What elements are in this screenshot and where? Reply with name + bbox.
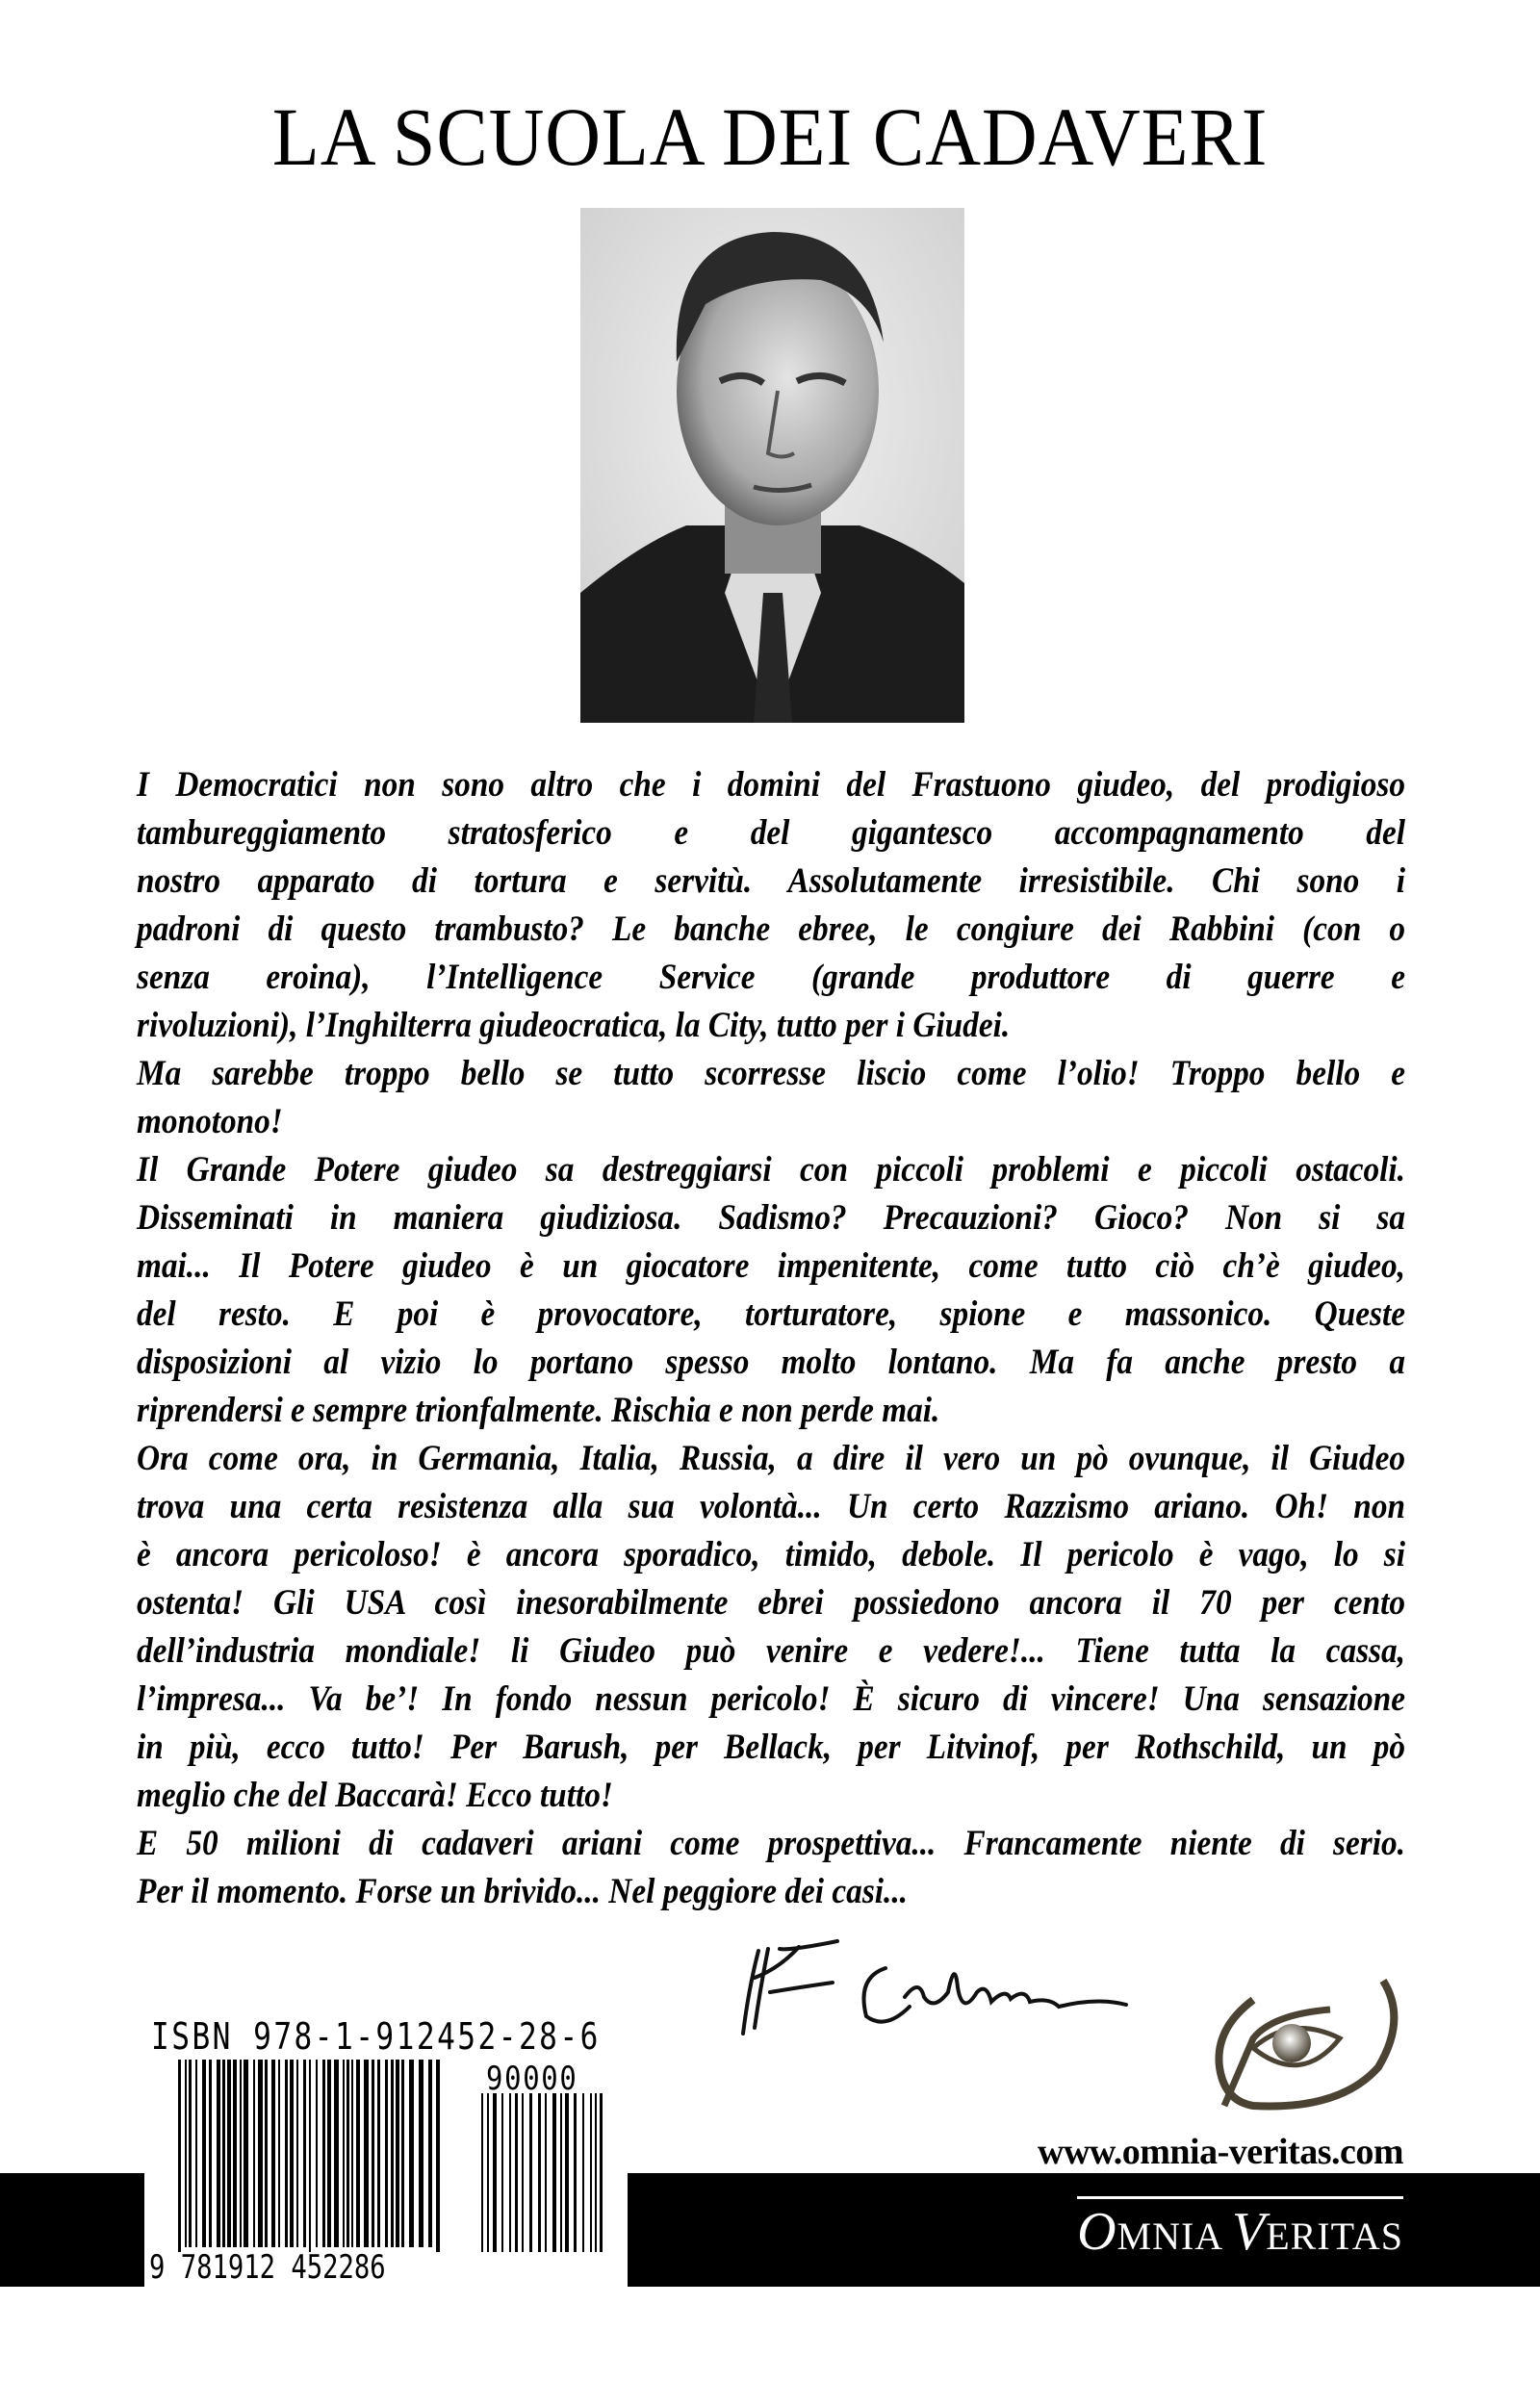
book-title: LA SCUOLA DEI CADAVERI [271, 90, 1269, 183]
barcode-addon-bar [529, 2093, 532, 2252]
barcode-bar [222, 2060, 225, 2247]
text-line: ostenta! Gli USA così inesorabilmente ebrei possiedono ancora il 70 per cento [137, 1583, 1405, 1623]
barcode-bar [285, 2060, 288, 2247]
text-line: tambureggiamento stratosferico e del gigantesco accompagnamento del [137, 813, 1405, 853]
barcode-addon-bar [515, 2093, 518, 2252]
text-line: dell’industria mondiale! li Giudeo può venire e vedere!... Tiene tutta la cassa, [137, 1631, 1405, 1671]
text-line: monotono! [137, 1102, 283, 1141]
text-line: Ora come ora, in Germania, Italia, Russia, a dire il vero un pò ovunque, il Giudeo [137, 1439, 1406, 1478]
ean-digits: 9 781912 452286 [149, 2248, 386, 2287]
barcode-bar [356, 2060, 360, 2247]
text-line: riprendersi e sempre trionfalmente. Rischia e non perde mai. [137, 1391, 940, 1430]
barcode-bar [189, 2060, 192, 2247]
barcode-addon-bar [487, 2093, 489, 2252]
author-signature [741, 1939, 1136, 2035]
barcode-bar [401, 2060, 404, 2247]
barcode-bar [377, 2060, 380, 2247]
barcode-addon-bar [538, 2093, 541, 2252]
barcode-bar [217, 2060, 220, 2247]
text-line: l’impresa... Va be’! In fondo nessun pericolo! È sicuro di vincere! Una sensazione [137, 1679, 1405, 1719]
text-line: meglio che del Baccarà! Ecco tutto! [137, 1776, 613, 1815]
barcode-bar [409, 2060, 414, 2247]
barcode-bar [385, 2060, 388, 2247]
isbn-label: ISBN 978-1-912452-28-6 [151, 2015, 601, 2058]
barcode-addon-bar [522, 2093, 524, 2252]
barcode-bar [271, 2060, 275, 2247]
text-line: in più, ecco tutto! Per Barush, per Bellack, per Litvinof, per Rothschild, un pò [137, 1728, 1406, 1767]
barcode-bar [185, 2060, 187, 2247]
barcode-addon-bar [565, 2093, 569, 2252]
barcode-addon-bar [493, 2093, 497, 2252]
barcode-bar [253, 2060, 255, 2247]
barcode-bar [428, 2060, 432, 2247]
text-line: trova una certa resistenza alla sua volontà... Un certo Razzismo ariano. Oh! non [137, 1487, 1405, 1526]
publisher-wordmark: OMNIA VERITAS [1077, 2196, 1403, 2266]
barcode-bar [343, 2060, 345, 2247]
barcode-bar [391, 2060, 394, 2247]
text-line: Ma sarebbe troppo bello se tutto scorresse liscio come l’olio! Troppo bello e [137, 1054, 1406, 1093]
barcode-bar [195, 2060, 197, 2247]
publisher-eye-logo [1215, 1961, 1407, 2115]
text-line: Per il momento. Forse un brivido... Nel peggiore dei casi... [137, 1872, 909, 1911]
barcode-bar [327, 2060, 331, 2247]
barcode-addon-bar [552, 2093, 556, 2252]
barcode-bar [351, 2060, 353, 2247]
text-line: I Democratici non sono altro che i domini del Frastuono giudeo, del prodigioso [137, 765, 1405, 805]
barcode-addon-bar [545, 2093, 547, 2252]
back-cover-text [137, 761, 1405, 1916]
text-line: rivoluzioni), l’Inghilterra giudeocratica, la City, tutto per i Giudei. [137, 1006, 1011, 1045]
barcode-addon-bar [600, 2093, 603, 2252]
barcode-bar [258, 2060, 263, 2247]
text-line: padroni di questo trambusto? Le banche ebree, le congiure dei Rabbini (con o [137, 909, 1406, 949]
text-line: senza eroina), l’Intelligence Service (grande produttore di guerre e [137, 958, 1405, 997]
barcode-bar [178, 2060, 181, 2252]
barcode-bar [346, 2060, 349, 2247]
barcode-bar [419, 2060, 424, 2247]
barcode-addon-bar [481, 2093, 483, 2252]
barcode-bar [316, 2060, 318, 2247]
text-line: nostro apparato di tortura e servitù. Assolutamente irresistibile. Chi sono i [137, 861, 1406, 901]
barcode-addon-bar [560, 2093, 562, 2252]
barcode-bar [334, 2060, 339, 2247]
barcode-addon-bar [509, 2093, 511, 2252]
barcode-addon-bar [501, 2093, 503, 2252]
author-portrait [580, 208, 964, 723]
barcode-addon-bar [574, 2093, 577, 2252]
barcode-addon-bar [595, 2093, 597, 2252]
barcode-bar [240, 2060, 242, 2247]
barcode-bar [303, 2060, 306, 2247]
barcode-bar [202, 2060, 206, 2247]
barcode-bar [396, 2060, 399, 2247]
barcode-bar [265, 2060, 268, 2247]
barcode-bar [372, 2060, 374, 2247]
text-line: è ancora pericoloso! è ancora sporadico, timido, debole. Il pericolo è vago, lo si [137, 1535, 1405, 1575]
barcode-bar [244, 2060, 248, 2247]
barcode-addon-bar [590, 2093, 592, 2252]
text-line: mai... Il Potere giudeo è un giocatore impenitente, come tutto ciò ch’è giudeo, [137, 1246, 1405, 1286]
black-band-left [0, 2173, 144, 2287]
barcode-bar [322, 2060, 325, 2247]
text-line: E 50 milioni di cadaveri ariani come prospettiva... Francamente niente di serio. [137, 1824, 1405, 1863]
barcode-bar [296, 2060, 298, 2247]
barcode-bar [364, 2060, 369, 2247]
barcode-bar [290, 2060, 294, 2247]
barcode-bar [233, 2060, 237, 2247]
barcode-bar [309, 2060, 311, 2252]
text-line: del resto. E poi è provocatore, torturatore, spione e massonico. Queste [137, 1294, 1406, 1334]
barcode-addon-bar [582, 2093, 584, 2252]
barcode-bar [436, 2060, 440, 2252]
text-line: Disseminati in maniera giudiziosa. Sadismo? Precauzioni? Gioco? Non si sa [137, 1198, 1405, 1238]
barcode-bar [278, 2060, 280, 2247]
publisher-website-link[interactable]: www.omnia-veritas.com [1038, 2132, 1403, 2172]
barcode-bar [209, 2060, 212, 2247]
text-line: Il Grande Potere giudeo sa destreggiarsi con piccoli problemi e piccoli ostacoli. [137, 1150, 1405, 1190]
price-code: 90000 [486, 2060, 578, 2098]
barcode-bar [227, 2060, 231, 2247]
text-line: disposizioni al vizio lo portano spesso molto lontano. Ma fa anche presto a [137, 1343, 1406, 1382]
